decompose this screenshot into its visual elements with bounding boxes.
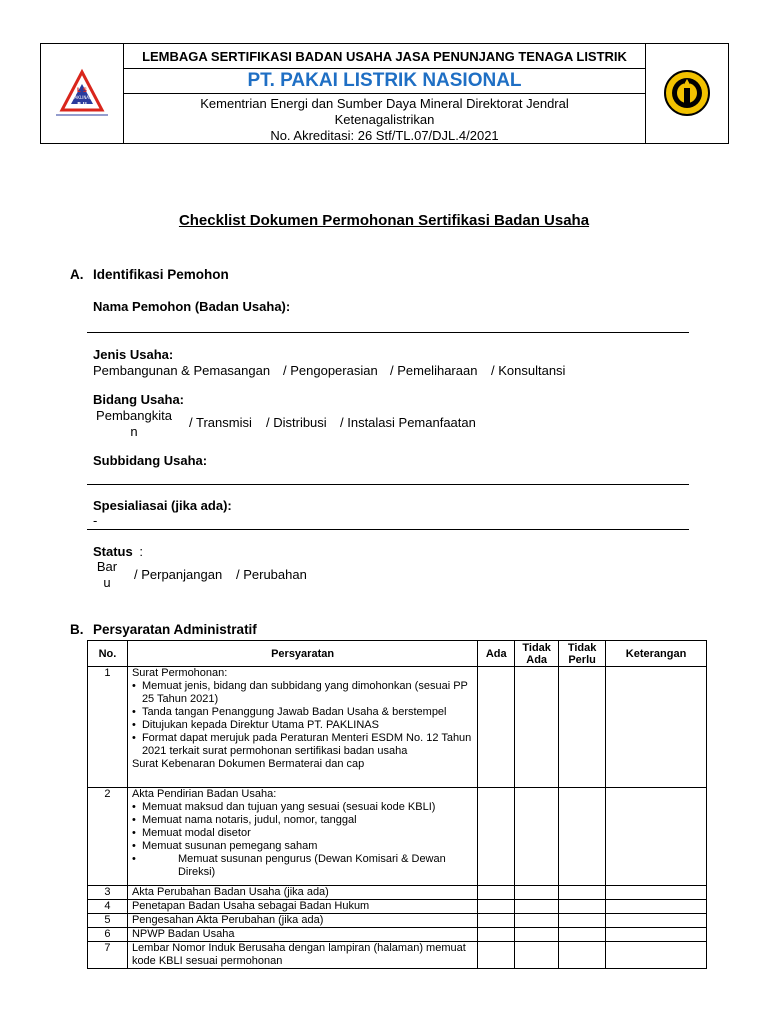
requirement-bullet: • Memuat nama notaris, judul, nomor, tanggal: [132, 814, 473, 827]
requirement-bullet: • Ditujukan kepada Direktur Utama PT. PAKLINAS: [132, 719, 473, 732]
section-a-title: Identifikasi Pemohon: [93, 267, 229, 282]
row-number: 6: [88, 928, 128, 942]
letterhead: [40, 43, 729, 144]
requirement-note: Surat Kebenaran Dokumen Bermaterai dan cap: [131, 758, 365, 770]
nama-pemohon-label: Nama Pemohon (Badan Usaha):: [93, 299, 291, 314]
check-tidak-perlu[interactable]: [559, 928, 606, 942]
bidang-option-transmisi[interactable]: / Transmisi: [189, 415, 252, 430]
document-title: Checklist Dokumen Permohonan Sertifikasi Badan Usaha: [178, 212, 590, 229]
check-tidak-perlu[interactable]: [559, 788, 606, 886]
col-header-ada: Ada: [478, 641, 515, 667]
ministry-name: Kementrian Energi dan Sumber Daya Mineral Direktorat Jendral Ketenagalistrikan: [200, 96, 569, 127]
row-number: 1: [88, 667, 128, 788]
requirement-bullet: • Format dapat merujuk pada Peraturan Menteri ESDM No. 12 Tahun 2021 terkait surat permohonan sertifikasi badan usaha: [132, 732, 473, 758]
row-number: 5: [88, 914, 128, 928]
requirements-table: [87, 640, 707, 969]
subbidang-usaha-label: Subbidang Usaha:: [93, 453, 208, 468]
company-name: PT. PAKAI LISTRIK NASIONAL: [124, 69, 645, 94]
requirement-title: Lembar Nomor Induk Berusaha dengan lampiran (halaman) memuat kode KBLI sesuai permohonan: [127, 942, 477, 969]
subbidang-usaha-line[interactable]: [87, 484, 689, 485]
col-header-no: No.: [88, 641, 128, 667]
requirement-bullet: • Memuat maksud dan tujuan yang sesuai (sesuai kode KBLI): [132, 801, 473, 814]
spesialisasi-line[interactable]: [87, 529, 689, 530]
requirement-title: NPWP Badan Usaha: [127, 928, 477, 942]
accreditation-number: No. Akreditasi: 26 Stf/TL.07/DJL.4/2021: [270, 128, 499, 143]
check-ada[interactable]: [478, 788, 515, 886]
status-label: [93, 544, 143, 559]
table-row: [88, 788, 707, 886]
esdm-seal: [645, 44, 728, 143]
check-tidak-perlu[interactable]: [559, 914, 606, 928]
requirement-bullet: • Memuat jenis, bidang dan subbidang yang dimohonkan (sesuai PP 25 Tahun 2021): [132, 680, 473, 706]
check-ada[interactable]: [478, 914, 515, 928]
jenis-option-pengoperasian[interactable]: / Pengoperasian: [283, 363, 378, 378]
requirement-title: Akta Perubahan Badan Usaha (jika ada): [127, 886, 477, 900]
check-tidak-perlu[interactable]: [559, 886, 606, 900]
check-tidak-ada[interactable]: [515, 667, 559, 788]
requirement-bullets: [132, 801, 473, 879]
jenis-option-pembangunan[interactable]: Pembangunan & Pemasangan: [93, 363, 271, 378]
bidang-option-pembangkitan[interactable]: [96, 408, 172, 440]
section-b-number: B.: [70, 622, 84, 637]
check-tidak-ada[interactable]: [515, 914, 559, 928]
logo-paklinas: PAKLINAS: [72, 95, 92, 100]
spesialisasi-value: -: [93, 513, 98, 528]
section-b-heading: [70, 622, 257, 637]
jenis-option-pemeliharaan[interactable]: / Pemeliharaan: [390, 363, 478, 378]
check-ada[interactable]: [478, 942, 515, 969]
institution-name: LEMBAGA SERTIFIKASI BADAN USAHA JASA PENUNJANG TENAGA LISTRIK: [124, 44, 645, 69]
table-row: [88, 667, 707, 788]
ministry-block: [124, 94, 645, 143]
col-header-tidak-ada: Tidak Ada: [515, 641, 559, 667]
logo-ls: L S: [76, 87, 88, 94]
requirement-bullet: • Memuat susunan pengurus (Dewan Komisari & Dewan Direksi): [132, 853, 473, 879]
keterangan-cell[interactable]: [606, 886, 707, 900]
status-label-text: Status: [93, 544, 133, 559]
requirement-bullets: [132, 680, 473, 758]
status-option-baru[interactable]: [92, 559, 122, 591]
check-tidak-ada[interactable]: [515, 942, 559, 969]
spesialisasi-label: Spesialiasai (jika ada):: [93, 498, 232, 513]
status-option-perubahan[interactable]: / Perubahan: [236, 567, 307, 582]
check-tidak-perlu[interactable]: [559, 667, 606, 788]
col-header-tidak-perlu: Tidak Perlu: [559, 641, 606, 667]
table-row: [88, 886, 707, 900]
row-number: 2: [88, 788, 128, 886]
requirement-bullet: • Memuat modal disetor: [132, 827, 473, 840]
row-number: 3: [88, 886, 128, 900]
table-row: [88, 942, 707, 969]
check-ada[interactable]: [478, 900, 515, 914]
section-b-title: Persyaratan Administratif: [93, 622, 257, 637]
bidang-usaha-label: Bidang Usaha:: [93, 392, 185, 407]
col-header-keterangan: Keterangan: [606, 641, 707, 667]
jenis-option-konsultansi[interactable]: / Konsultansi: [491, 363, 566, 378]
table-row: [88, 928, 707, 942]
esdm-seal-icon: [646, 44, 729, 143]
requirement-cell: [127, 667, 477, 788]
check-tidak-ada[interactable]: [515, 886, 559, 900]
table-row: [88, 914, 707, 928]
check-tidak-ada[interactable]: [515, 928, 559, 942]
requirement-title: Penetapan Badan Usaha sebagai Badan Hukum: [127, 900, 477, 914]
check-tidak-perlu[interactable]: [559, 900, 606, 914]
table-header-row: [88, 641, 707, 667]
keterangan-cell[interactable]: [606, 914, 707, 928]
bidang-option-pembangkitan-line1: Pembangkita: [96, 408, 172, 423]
check-ada[interactable]: [478, 667, 515, 788]
lsbu-logo-icon: [41, 44, 124, 143]
jenis-usaha-label: Jenis Usaha:: [93, 347, 174, 362]
keterangan-cell[interactable]: [606, 942, 707, 969]
section-a-number: A.: [70, 267, 84, 282]
table-row: [88, 900, 707, 914]
bidang-option-distribusi[interactable]: / Distribusi: [266, 415, 327, 430]
bidang-option-instalasi[interactable]: / Instalasi Pemanfaatan: [340, 415, 476, 430]
requirement-title: Akta Pendirian Badan Usaha:: [131, 788, 277, 800]
bidang-option-pembangkitan-line2: n: [130, 424, 138, 439]
keterangan-cell[interactable]: [606, 667, 707, 788]
status-option-perpanjangan[interactable]: / Perpanjangan: [134, 567, 223, 582]
requirement-title: Surat Permohonan:: [131, 667, 228, 679]
col-header-persyaratan: Persyaratan: [127, 641, 477, 667]
check-tidak-ada[interactable]: [515, 900, 559, 914]
row-number: 4: [88, 900, 128, 914]
keterangan-cell[interactable]: [606, 928, 707, 942]
logo-bu: B U: [77, 102, 87, 108]
check-tidak-ada[interactable]: [515, 788, 559, 886]
requirement-title: Pengesahan Akta Perubahan (jika ada): [127, 914, 477, 928]
requirement-bullet: • Memuat susunan pemegang saham: [132, 840, 473, 853]
check-tidak-perlu[interactable]: [559, 942, 606, 969]
keterangan-cell[interactable]: [606, 900, 707, 914]
status-option-baru-line2: u: [103, 575, 111, 590]
status-colon: :: [139, 544, 143, 559]
requirement-bullet: • Tanda tangan Penanggung Jawab Badan Usaha & berstempel: [132, 706, 473, 719]
requirement-cell: [127, 788, 477, 886]
section-a-heading: [70, 267, 229, 282]
lsbu-logo: [41, 44, 124, 143]
row-number: 7: [88, 942, 128, 969]
nama-pemohon-line[interactable]: [87, 332, 689, 333]
check-ada[interactable]: [478, 886, 515, 900]
check-ada[interactable]: [478, 928, 515, 942]
keterangan-cell[interactable]: [606, 788, 707, 886]
status-option-baru-line1: Bar: [96, 559, 118, 574]
